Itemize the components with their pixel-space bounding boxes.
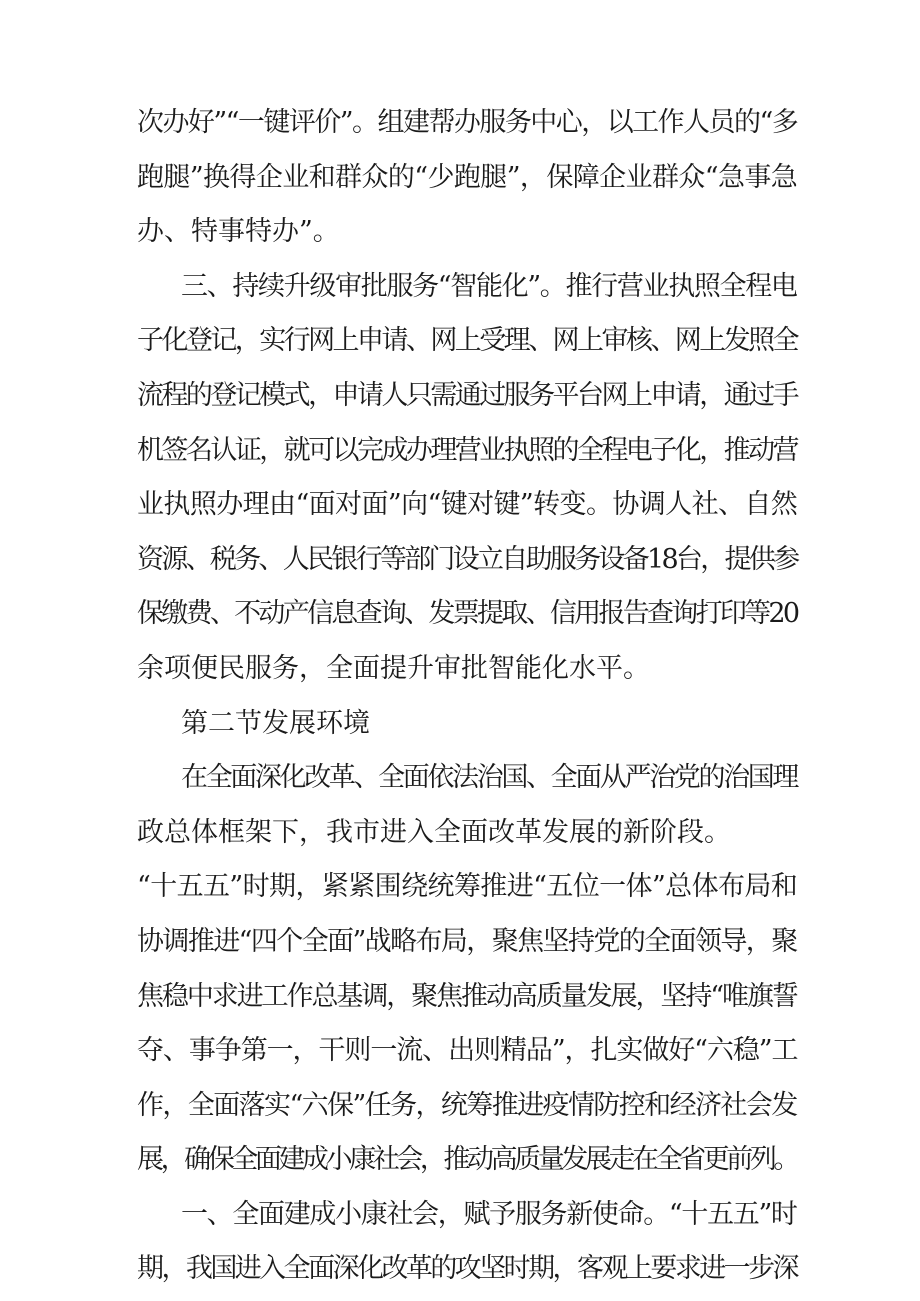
document-line: “十五五”时期，紧紧围绕统筹推进“五位一体”总体布局和 [137, 871, 798, 903]
document-line: 资源、税务、人民银行等部门设立自助服务设备18台，提供参 [137, 543, 798, 575]
document-line: 机签名认证，就可以完成办理营业执照的全程电子化，推动营 [137, 434, 797, 466]
document-line: 余项便民服务，全面提升审批智能化水平。 [137, 652, 650, 684]
document-line: 展，确保全面建成小康社会，推动高质量发展走在全省更前列。 [137, 1144, 797, 1176]
document-line: 流程的登记模式，申请人只需通过服务平台网上申请，通过手 [137, 379, 797, 411]
document-body [137, 96, 797, 1297]
document-line: 夺、事争第一，干则一流、出则精品”，扎实做好“六稳”工 [137, 1035, 798, 1067]
document-line: 在全面深化改革、全面依法治国、全面从严治党的治国理 [181, 762, 797, 794]
document-line: 协调推进“四个全面”战略布局，聚焦坚持党的全面领导，聚 [137, 925, 797, 957]
document-line: 跑腿”换得企业和群众的“少跑腿”，保障企业群众“急事急 [137, 161, 798, 193]
document-line: 政总体框架下，我市进入全面改革发展的新阶段。 [137, 816, 731, 848]
document-line: 业执照办理由“面对面”向“键对键”转变。协调人社、自然 [137, 489, 798, 521]
document-line: 期，我国进入全面深化改革的攻坚时期，客观上要求进一步深 [137, 1253, 797, 1285]
document-line: 第二节发展环境 [181, 707, 370, 739]
document-line: 作，全面落实“六保”任务，统筹推进疫情防控和经济社会发 [137, 1089, 797, 1121]
document-line: 一、全面建成小康社会，赋予服务新使命。“十五五”时 [181, 1198, 797, 1230]
document-line: 保缴费、不动产信息查询、发票提取、信用报告查询打印等20 [137, 598, 798, 630]
document-line: 办、特事特办”。 [137, 216, 340, 248]
document-line: 焦稳中求进工作总基调，聚焦推动高质量发展，坚持“唯旗誓 [137, 980, 797, 1012]
document-line: 三、持续升级审批服务“智能化”。推行营业执照全程电 [181, 270, 797, 302]
document-line: 子化登记，实行网上申请、网上受理、网上审核、网上发照全 [137, 325, 797, 357]
document-line: 次办好”“一键评价”。组建帮办服务中心，以工作人员的“多 [137, 107, 798, 138]
